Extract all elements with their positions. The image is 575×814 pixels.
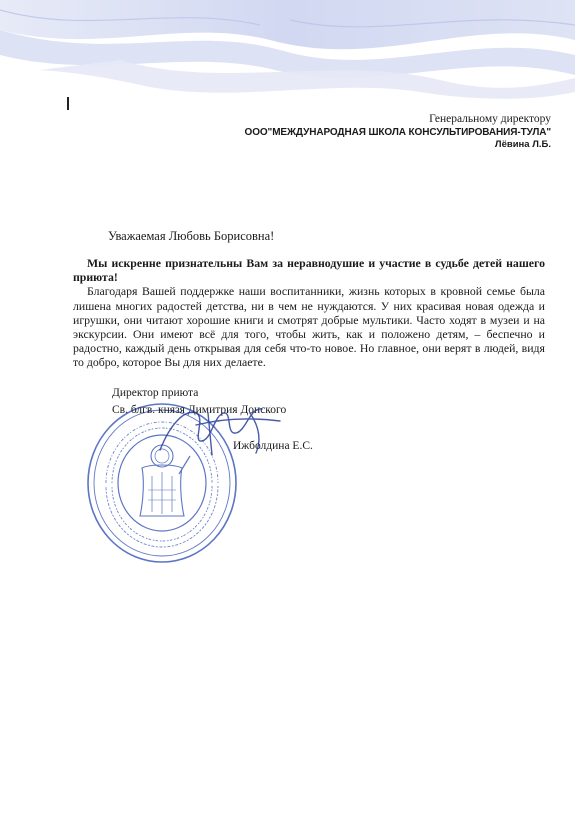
lead-sentence: Мы искренне признательны Вам за неравнодушие и участие в судьбе детей нашего приюта! xyxy=(73,256,545,285)
handwritten-signature xyxy=(150,395,300,465)
signer-title-line1: Директор приюта xyxy=(112,387,199,399)
addressee-name: Лёвина Л.Б. xyxy=(494,139,551,150)
text-cursor-mark xyxy=(67,97,69,110)
addressee-position: Генеральному директору xyxy=(429,113,551,125)
body-paragraph: Благодаря Вашей поддержке наши воспитанники, жизнь которых в кровной семье была лишена многих радостей детства, ни в чем не нуждаются. У них красивая новая одежда и игрушки, они читают хорошие книги и смотрят добрые мультики. Часто ходят в музеи и на экскурсии. Они имеют всё для того, чтобы жить, как и положено детям, – беспечно и радостно, каждый день открывая для себя что-то новое. Но главное, они верят в людей, видя то добро, которое Вы для них делаете. xyxy=(73,284,545,370)
addressee-organization: ООО"МЕЖДУНАРОДНАЯ ШКОЛА КОНСУЛЬТИРОВАНИЯ-ТУЛА" xyxy=(244,127,551,138)
decorative-header-wave xyxy=(0,0,575,110)
addressee-block xyxy=(245,112,551,151)
letter-body xyxy=(73,256,545,370)
signer-name: Ижболдина Е.С. xyxy=(233,440,313,452)
greeting: Уважаемая Любовь Борисовна! xyxy=(108,229,275,243)
signer-title-line2: Св. блгв. князя Димитрия Донского xyxy=(112,404,287,416)
